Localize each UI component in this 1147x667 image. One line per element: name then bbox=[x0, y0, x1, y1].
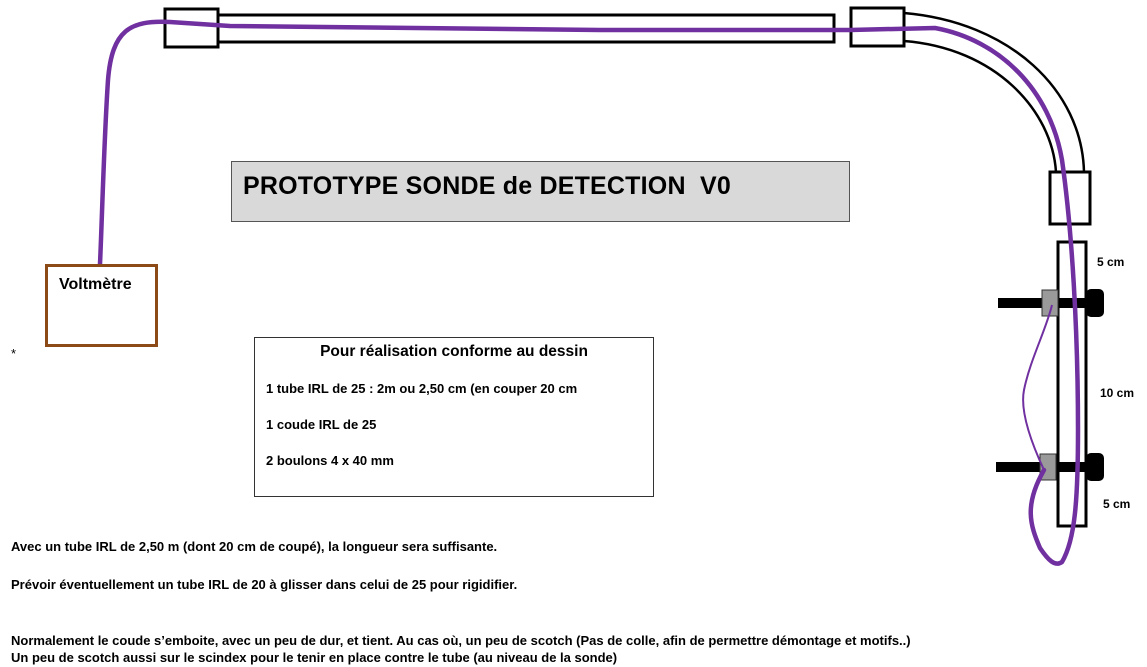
materials-item: 1 tube IRL de 25 : 2m ou 2,50 cm (en couper 20 cm bbox=[266, 381, 578, 396]
page-title: PROTOTYPE SONDE de DETECTION V0 bbox=[243, 172, 731, 200]
bottom-bolt-head bbox=[1086, 453, 1104, 481]
elbow-inner-curve bbox=[904, 41, 1056, 172]
materials-item: 1 coude IRL de 25 bbox=[266, 417, 377, 432]
note-line: Normalement le coude s’emboite, avec un peu de dur, et tient. Au cas où, un peu de scotch (Pas de colle, afin de permettre démontage et motifs..) bbox=[11, 633, 911, 648]
materials-heading: Pour réalisation conforme au dessin bbox=[320, 343, 588, 360]
title-box bbox=[231, 161, 850, 222]
note-line: Prévoir éventuellement un tube IRL de 20 à glisser dans celui de 25 pour rigidifier. bbox=[11, 577, 518, 592]
left-coupling bbox=[165, 9, 218, 47]
materials-item: 2 boulons 4 x 40 mm bbox=[266, 453, 394, 468]
asterisk-mark: * bbox=[11, 346, 17, 361]
dimension-top: 5 cm bbox=[1097, 255, 1125, 269]
dimension-bottom: 5 cm bbox=[1103, 497, 1131, 511]
dimension-middle: 10 cm bbox=[1100, 386, 1135, 400]
top-bolt-head bbox=[1086, 289, 1104, 317]
probe-jumper-wire bbox=[1023, 305, 1052, 470]
voltmeter-box bbox=[45, 264, 158, 347]
elbow-outer-curve bbox=[904, 13, 1084, 172]
voltmeter-label: Voltmètre bbox=[59, 276, 132, 293]
note-line: Avec un tube IRL de 2,50 m (dont 20 cm de coupé), la longueur sera suffisante. bbox=[11, 539, 498, 554]
materials-box bbox=[254, 337, 654, 497]
note-line: Un peu de scotch aussi sur le scindex pour le tenir en place contre le tube (au niveau de la sonde) bbox=[11, 650, 618, 665]
